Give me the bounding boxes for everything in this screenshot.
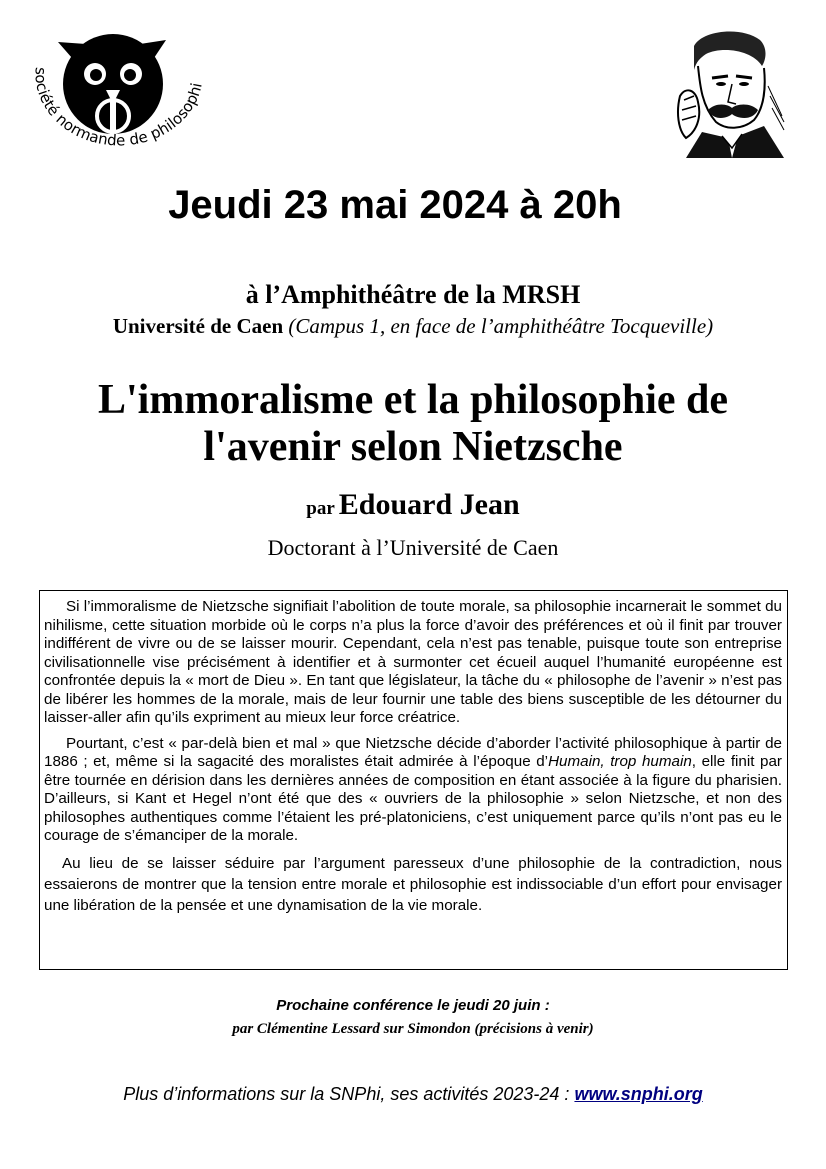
event-university [0, 314, 826, 339]
logo-text: société normande de philosophi [31, 66, 206, 150]
event-date: Jeudi 23 mai 2024 à 20h [168, 183, 622, 227]
next-conference-detail: par Clémentine Lessard sur Simondon (précisions à venir) [232, 1021, 594, 1037]
abstract-p2-part2: , elle finit par être tournée en dérision dans les dernières années de composition en étant associée à la figure du pharisien. D’ailleurs, si Kant et Hegel n’ont été que des « ouvriers de la philosophie » selon Nietzsche, et non des philosophes authentiques comme l’étaient les pré-platoniciens, c’est uniquement parce qu’ils n’ont pas eu le courage de s’émanciper de la morale. [44, 753, 782, 844]
speaker-name: Edouard Jean [338, 488, 520, 521]
speaker-line [0, 488, 826, 522]
abstract-p2-part1: Pourtant, c’est « par-delà bien et mal » que Nietzsche décide d’aborder l’activité philosophique à partir de 1886 ; et, même si la sagacité des moralistes était admirée à l’époque d’ [44, 734, 782, 770]
abstract-paragraph-2 [44, 735, 782, 846]
next-conference: Prochaine conférence le jeudi 20 juin : [276, 997, 550, 1014]
talk-title [40, 377, 786, 471]
speaker-affiliation: Doctorant à l’Université de Caen [267, 535, 559, 560]
location-detail: (Campus 1, en face de l’amphithéâtre Tocqueville) [288, 314, 714, 338]
abstract-paragraph-1: Si l’immoralisme de Nietzsche signifiait l’abolition de toute morale, sa philosophie incarnerait le sommet du nihilisme, cette situation morbide où le corps n’a plus la force d’avoir des préférences et où il finit par trouver indifférent de vivre ou de se laisser mourir. Cependant, cela n’est pas tenable, puisque toute son entreprise civilisationnelle vise précisément à identifier et à surmonter cet écueil auquel l’humanité européenne est confrontée depuis la « mort de Dieu ». En tant que législateur, la tâche du « philosophe de l’avenir » n’est pas de libérer les hommes de la morale, mais de leur fournir une table des biens susceptible de les détourner du laisser-aller afin qu’ils expriment au mieux leur force créatrice. [44, 598, 782, 726]
abstract-paragraph-3: Au lieu de se laisser séduire par l’argument paresseux d’une philosophie de la contradiction, nous essaierons de montrer que la tension entre morale et philosophie est indissociable d’un effort pour envisager une libération de la pensée et une dynamisation de la vie morale. [44, 854, 782, 914]
event-venue: à l’Amphithéâtre de la MRSH [245, 280, 581, 309]
abstract-box [39, 590, 788, 970]
nietzsche-portrait [672, 26, 786, 158]
university-name: Université de Caen [112, 314, 284, 338]
by-label: par [306, 498, 335, 519]
society-logo [14, 22, 214, 172]
footer-text: Plus d’informations sur la SNPhi, ses activités 2023-24 : [123, 1084, 575, 1104]
talk-title-line2: l'avenir selon Nietzsche [203, 424, 623, 470]
footer-info [0, 1084, 826, 1105]
owl-icon [14, 22, 214, 172]
website-link[interactable]: www.snphi.org [574, 1084, 703, 1104]
talk-title-line1: L'immoralisme et la philosophie de [98, 377, 728, 423]
abstract-p2-italic: Humain, trop humain [548, 753, 692, 770]
